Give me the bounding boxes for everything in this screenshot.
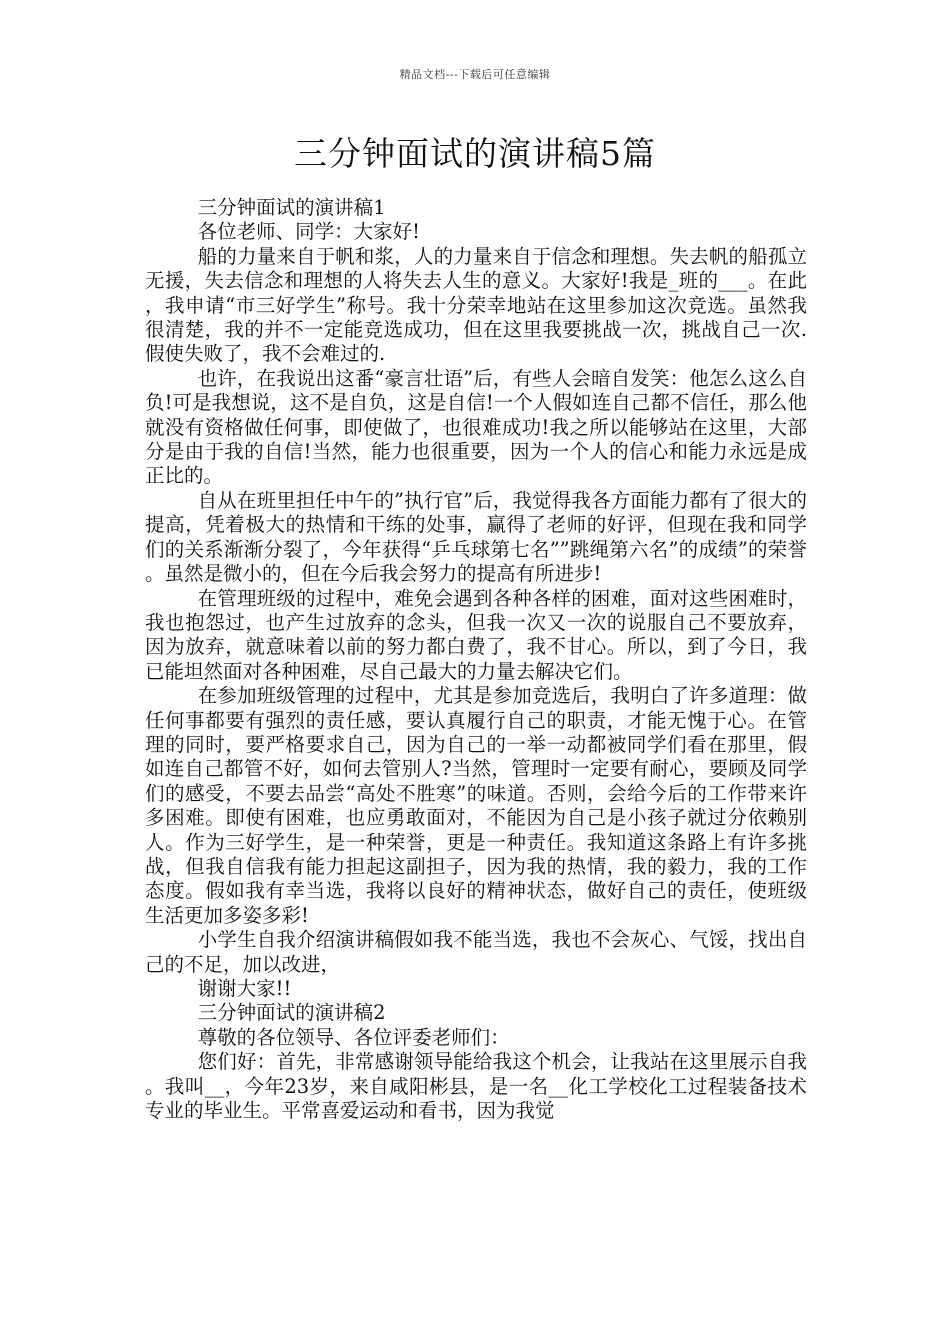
paragraph: 自从在班里担任中午的”执行官”后，我觉得我各方面能力都有了很大的提高，凭着极大的热情和干练的处事，赢得了老师的好评，但现在我和同学们的关系渐渐分裂了，今年获得“乒乓球第七名””跳绳第六名”的成绩”的荣誉。虽然是微小的，但在今后我会努力的提高有所进步!: [145, 488, 807, 586]
paragraph: 您们好：首先，非常感谢领导能给我这个机会，让我站在这里展示自我。我叫__，今年23岁，来自咸阳彬县，是一名__化工学校化工过程装备技术专业的毕业生。平常喜爱运动和看书，因为我觉: [145, 1050, 807, 1123]
paragraph: 船的力量来自于帆和浆，人的力量来自于信念和理想。失去帆的船孤立无援，失去信念和理想的人将失去人生的意义。大家好!我是_班的___。在此，我申请“市三好学生”称号。我十分荣幸地站在这里参加这次竞选。虽然我很清楚，我的并不一定能竞选成功，但在这里我要挑战一次，挑战自己一次.假使失败了，我不会难过的.: [145, 244, 807, 366]
paragraph-speech2-heading: 三分钟面试的演讲稿2: [197, 1001, 386, 1025]
paragraph: 小学生自我介绍演讲稿假如我不能当选，我也不会灰心、气馁，找出自己的不足，加以改进，: [145, 928, 807, 976]
document-body: [145, 196, 807, 1123]
paragraph: 在参加班级管理的过程中，尤其是参加竞选后，我明白了许多道理：做任何事都要有强烈的责任感，要认真履行自己的职责，才能无愧于心。在管理的同时，要严格要求自己，因为自己的一举一动都被同学们看在那里，假如连自己都管不好，如何去管别人?当然，管理时一定要有耐心，要顾及同学们的感受，不要去品尝“高处不胜寒”的味道。否则，会给今后的工作带来许多困难。即使有困难，也应勇敢面对，不能因为自己是小孩子就过分依赖别人。作为三好学生，是一种荣誉，更是一种责任。我知道这条路上有许多挑战，但我自信我有能力担起这副担子，因为我的热情，我的毅力，我的工作态度。假如我有幸当选，我将以良好的精神状态，做好自己的责任，使班级生活更加多姿多彩!: [145, 684, 807, 927]
document-title: 三分钟面试的演讲稿5篇: [294, 134, 656, 173]
paragraph: 也许，在我说出这番“豪言壮语”后，有些人会暗自发笑：他怎么这么自负!可是我想说，这不是自负，这是自信!一个人假如连自己都不信任，那么他就没有资格做任何事，即使做了，也很难成功!我之所以能够站在这里，大部分是由于我的自信!当然，能力也很重要，因为一个人的信心和能力永远是成正比的。: [145, 366, 807, 488]
paragraph-thanks: 谢谢大家!!: [197, 977, 292, 1000]
paragraph: 在管理班级的过程中，难免会遇到各种各样的困难，面对这些困难时，我也抱怨过，也产生过放弃的念头，但我一次又一次的说服自己不要放弃，因为放弃，就意味着以前的努力都白费了，我不甘心。所以，到了今日，我已能坦然面对各种困难，尽自己最大的力量去解决它们。: [145, 586, 807, 683]
paragraph-greeting: 各位老师、同学：大家好!: [197, 220, 420, 244]
paragraph-speech1-heading: 三分钟面试的演讲稿1: [197, 196, 386, 219]
paragraph-greeting: 尊敬的各位领导、各位评委老师们：: [197, 1025, 510, 1049]
document-header-note: 精品文档---下载后可任意编辑: [399, 68, 551, 81]
